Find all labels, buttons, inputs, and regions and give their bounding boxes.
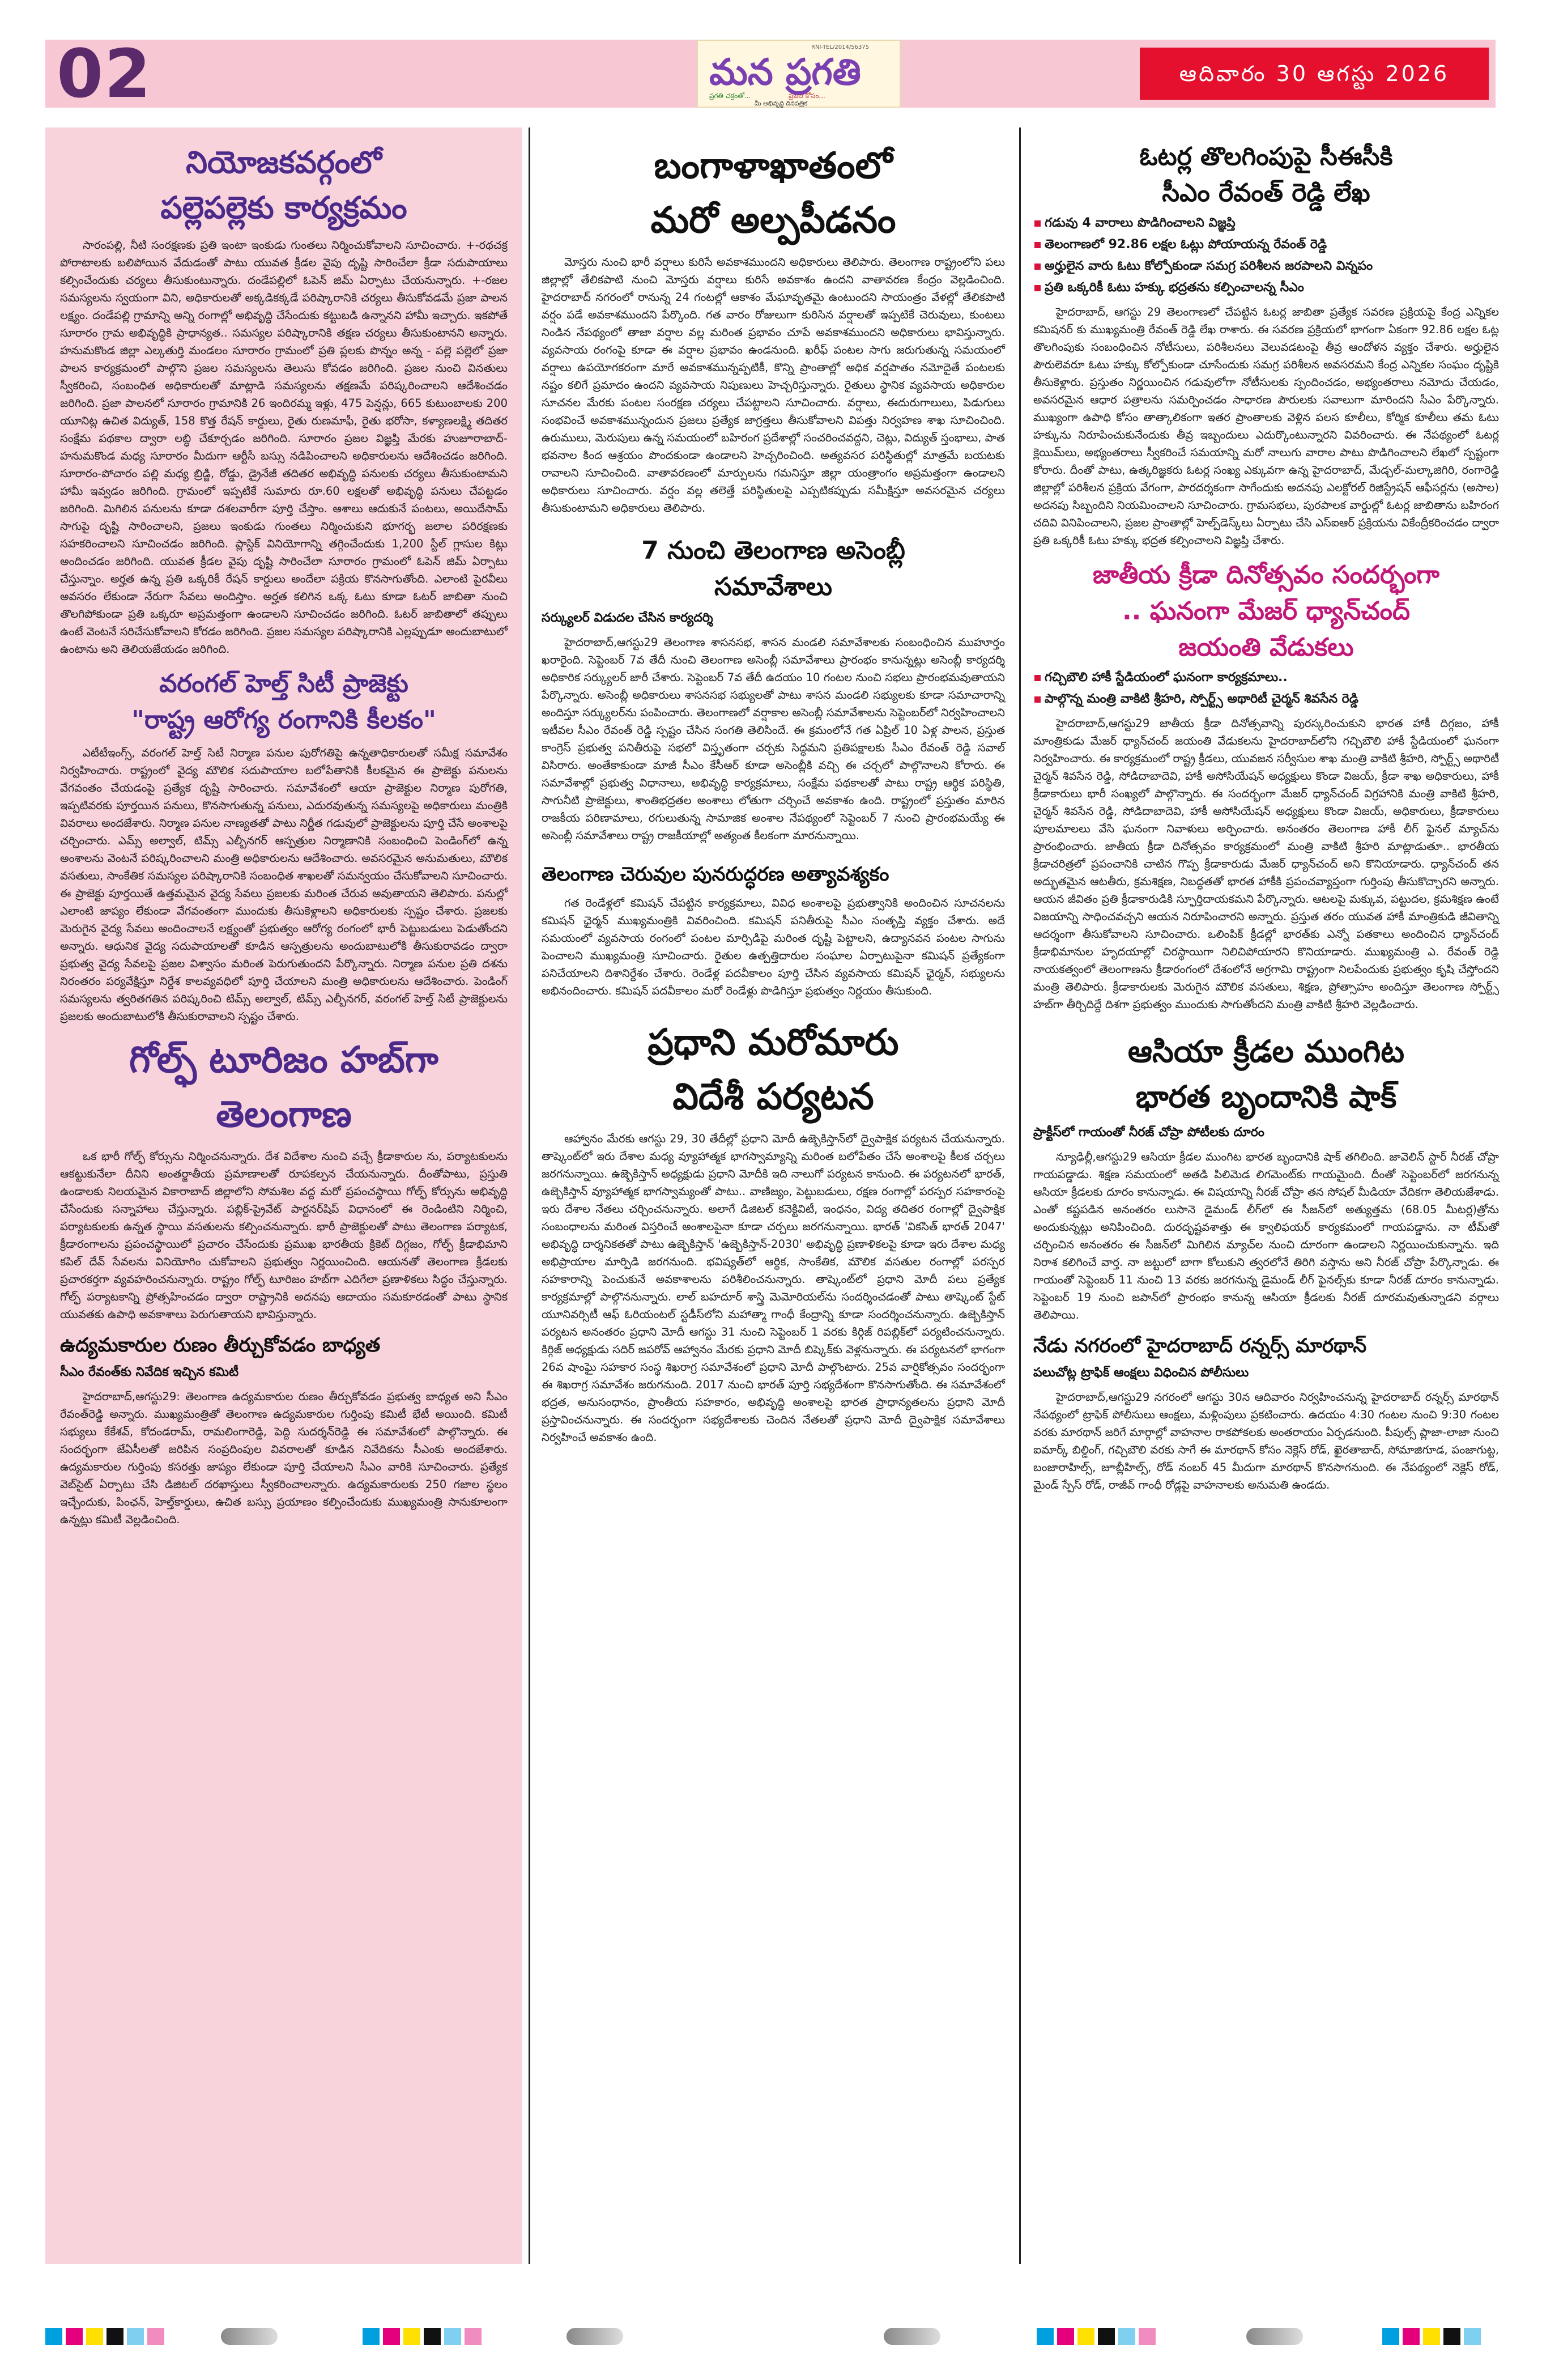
headline: 7 నుంచి తెలంగాణ అసెంబ్లీ — [641, 536, 905, 565]
print-color-bar — [1037, 2328, 1159, 2345]
headline: భారత బృందానికి షాక్ — [1135, 1079, 1397, 1115]
masthead-logo — [697, 40, 901, 108]
headline: బంగాళాఖాతంలో — [654, 145, 893, 187]
print-color-bar — [363, 2328, 485, 2345]
page-number: 02 — [57, 35, 152, 113]
article-body: గత రెండేళ్లలో కమిషన్ చేపట్టిన కార్యక్రమాలు, వివిధ అంశాలపై ప్రభుత్వానికి అందించిన సూచనలను కమిషన్ ఛైర్మన్ ముఖ్యమంత్రికి వివరించింది. కమిషన్ పనితీరుపై సీఎం సంతృప్తి వ్యక్తం చేశారు. అదే సమయంలో వ్యవసాయ రంగంలో పంటల మార్పిడిపై మరింత దృష్టి పెట్టాలని, ఉద్యానవన పంటల సాగును పెంచాలని ముఖ్యమంత్రి సూచించారు. రైతుల ఉత్పత్తిదారుల సంఘాల ఏర్పాటుపైనా కమిషన్ ప్రత్యేకంగా పనిచేయాలని దిశానిర్దేశం చేశారు. రెండేళ్ల పదవీకాలం పూర్తి చేసిన వ్యవసాయ కమిషన్ ఛైర్మన్, సభ్యులను అభినందించారు. కమిషన్ పదవీకాలం మరో రెండేళ్లు పొడిగిస్తూ ప్రభుత్వం నిర్ణయం తీసుకుంది. — [542, 896, 1005, 997]
print-registration-mark — [566, 2328, 623, 2345]
article-body: సారంపల్లి, నీటి సంరక్షణకు ప్రతి ఇంటా ఇంకుడు గుంతలు నిర్మించుకోవాలని సూచించారు. +-రథచక్ర పోరాటాలకు బలిపోయిన వేదుడంతో పాటు యువత క్రీడల వైపు దృష్టి సారించేలా క్రీడా సదుపాయాలు కల్పించేందుకు చర్యలు తీసుకుంటున్నారు. దండేపల్లిలో ఓపెన్ జిమ్ ఏర్పాటు చేయనున్నారు. +-రజల సమస్యలను స్వయంగా విని, అధికారులతో అక్కడికక్కడే పరిష్కారానికి చర్యలు తీసుకోవడమే ప్రజా పాలన లక్ష్యం. దండేపల్లి గ్రామాన్ని అన్ని రంగాల్లో అభివృద్ధి చేసేందుకు కట్టుబడి ఉన్నానని హామీ ఇచ్చారు. ఇకపోతే సూరారం గ్రామ అభివృద్ధికి ప్రాధాన్యత.. సమస్యల పరిష్కారానికి తక్షణ చర్యలు తీసుకుంటానని అన్నారు. హనుమకొండ జిల్లా ఎల్కతుర్తి మండలం సూరారం గ్రామంలో ప్రతి ప్లలకు పొన్నం అన్న - పల్లె పల్లెలో ప్రజా పాలన కార్యక్రమంలో పాల్గొని ప్రజల సమస్యలను తెలుసు కోవడం జరిగింది. ప్రజల నుంచి వినతులు స్వీకరించి, సంబంధిత అధికారులతో మాట్లాడి సమస్యలను తక్షణమే పరిష్కరించాలని ఆదేశించడం జరిగింది. ప్రజా పాలనలో సూరారం గ్రామానికి 26 ఇందిరమ్మ ఇళ్లు, 475 పెన్షన్లు, 665 కుటుంబాలకు 200 యూనిట్ల ఉచిత విద్యుత్, 158 కొత్త రేషన్ కార్డులు, రైతు రుణమాఫీ, రైతు భరోసా, కళ్యాణలక్ష్మి తదితర సంక్షేమ పథకాల ద్వారా లబ్ధి చేకూర్చడం జరిగింది. సూరారం ప్రజల విజ్ఞప్తి మేరకు హుజూరాబాద్-హనుమకొండ మధ్య సూరారం మీదుగా ఆర్టీసీ బస్సు నడిపించాలని అధికారులను ఆదేశించడం జరిగింది. సూరారం-పోచారం పల్లి మధ్య బ్రిడ్జి, రోడ్డు, డ్రైనేజీ తదితర అభివృద్ధి పనులకు చర్యలు తీసుకుంటామని హామీ ఇవ్వడం జరిగింది. గ్రామంలో ఇప్పటికే సుమారు రూ.60 లక్షలతో అభివృద్ధి పనులు చేపట్టడం జరిగింది. మిగిలిన పనులను కూడా దశలవారీగా పూర్తి చేస్తాం. ఆశాలు ఆదుకునే పంటలు, అయిదేసామ్ సాగుపై దృష్టి సారించాలని, ప్రజలు ఇంకుడు గుంతలు నిర్మించుకుని భూగర్భ జలాల పరిరక్షణకు సహకరించాలని సూచించడం జరిగింది. ప్లాస్టిక్ వినియోగాన్ని తగ్గించేందుకు 1,200 స్టీల్ గ్లాసుల కిట్లు అందించడం జరిగింది. యువత క్రీడల వైపు దృష్టి సారించేలా సూరారం గ్రామంలో ఓపెన్ జిమ్ ఏర్పాటు చేస్తున్నాం. అర్హత ఉన్న ప్రతి ఒక్కరికీ రేషన్ కార్డులు అందేలా పక్రియ కొనసాగుతోంది. ఎలాంటి పైరవీలు అవసరం లేకుండా నేరుగా సేవలు అందిస్తాం. అర్హత కలిగిన ఒక్క ఓటు కూడా ఓటర్ జాబితా నుంచి తొలగిపోకుండా ప్రతి ఒక్కరూ అప్రమత్తంగా ఉండాలని సూచించడం జరిగింది. ఓటర్ జాబితాలో తప్పులు ఉంటే వెంటనే సరిచేసుకోవాలని కోరడం జరిగింది. ప్రజల సమస్యల పరిష్కారానికి ఎల్లప్పుడూ అందుబాటులో ఉంటాను అని తెలియజేయడం జరిగింది. — [60, 239, 508, 656]
headline: సమావేశాలు — [714, 572, 833, 601]
article-body: ఎటీటీఇంగ్స్, వరంగల్ హెల్త్ సిటీ నిర్మాణ పనుల పురోగతిపై ఉన్నతాధికారులతో సమీక్ష సమావేశం నిర్వహించారు. రాష్ట్రంలో వైద్య మౌలిక సదుపాయాల బలోపేతానికి కీలకమైన ఈ ప్రాజెక్టు పనులను వేగవంతం చేయడంపై ప్రత్యేక దృష్టి సారించారు. సమావేశంలో ఆయా ప్రాజెక్టుల నిర్మాణ పురోగతి, ఇప్పటివరకు పూర్తయిన పనులు, కొనసాగుతున్న పనులు, ఎదురవుతున్న సమస్యలపై అధికారులు మంత్రికి వివరాలు అందజేశారు. నిర్మాణ పనుల నాణ్యతతో పాటు నిర్ణీత గడువులో ప్రాజెక్టులను పూర్తి చేసే అంశాలపై చర్చించారు. ఎమ్స్ అల్వాల్, టిమ్స్ ఎల్బీనగర్ ఆస్పత్రుల నిర్మాణానికి సంబంధించి పెండింగ్‌లో ఉన్న అంశాలను వెంటనే పరిష్కరించాలని మంత్రి అధికారులను ఆదేశించారు. అవసరమైన అనుమతులు, మౌలిక వసతులు, సాంకేతిక సమస్యల పరిష్కారానికి సంబంధిత శాఖలతో సమన్వయం చేసుకోవాలని సూచించారు. ఈ ప్రాజెక్టు పూర్తయితే ఉత్తమమైన వైద్య సేవలు ప్రజలకు మరింత చేరువ అవుతాయని తెలిపారు. పనుల్లో ఎలాంటి జాప్యం లేకుండా వేగవంతంగా ముందుకు తీసుకెళ్లాలని అధికారులకు స్పష్టం చేశారు. ప్రజలకు మెరుగైన వైద్య సేవలు అందించాలనే లక్ష్యంతో ప్రభుత్వం ఆరోగ్య రంగంలో భారీ పెట్టుబడులు పెడుతోందని అన్నారు. ఆధునిక వైద్య సదుపాయాలతో కూడిన ఆస్పత్రులను అందుబాటులోకి తీసుకురావడం ద్వారా ప్రభుత్వ వైద్య సేవలపై ప్రజల విశ్వాసం మరింత పెరుగుతుందని పేర్కొన్నారు. నిర్మాణ పనుల ప్రతి దశను నిరంతరం పర్యవేక్షిస్తూ నిర్దేశ కాలవ్యవధిలో పూర్తి చేయాలని మంత్రి అధికారులను ఆదేశించారు. పెండింగ్ సమస్యలను త్వరితగతిన పరిష్కరించి టిమ్స్ అల్వాల్, టిమ్స్ ఎల్బీనగర్, వరంగల్ హెల్త్ సిటీ ప్రాజెక్టులను ప్రజలకు అందుబాటులోకి తీసుకురావాలని స్పష్టం చేశారు. — [60, 746, 508, 1023]
print-color-bar — [1382, 2328, 1484, 2345]
bullet-point: అర్హులైన వారు ఓటు కోల్పోకుండా సమగ్ర పరిశీలన జరపాలని విన్నపం — [1033, 257, 1499, 276]
headline: తెలంగాణ — [216, 1094, 352, 1136]
headline: .. ఘనంగా మేజర్ ధ్యాన్‌చంద్ — [1122, 597, 1411, 626]
print-registration-mark — [221, 2328, 278, 2345]
dateline: ఆదివారం 30 ఆగస్టు 2026 — [1140, 48, 1489, 100]
headline: పల్లెపల్లెకు కార్యక్రమం — [160, 190, 407, 226]
article-body: హైదరాబాద్,ఆగస్టు29 తెలంగాణ శాసనసభ, శాసన మండలి సమావేశాలకు సంబంధించిన ముహూర్తం ఖరారైంది. సెప్టెంబర్ 7వ తేదీ నుంచి తెలంగాణ అసెంబ్లీ సమావేశాలు ప్రారంభం కానున్నట్లు అసెంబ్లీ కార్యదర్శి అధికారిక సర్క్యులర్ జారీ చేశారు. సెప్టెంబర్ 7వ తేదీ ఉదయం 10 గంటల నుంచి సభలు ప్రారంభమవుతాయని పేర్కొన్నారు. అసెంబ్లీ అధికారులు శాసనసభ సభ్యులతో పాటు శాసన మండలి సభ్యులకు కూడా సమాచారాన్ని అందిస్తూ సర్క్యులర్‌ను పంపించారు. తెలంగాణలో వర్షాకాల అసెంబ్లీ సమావేశాలను సెప్టెంబర్‌లో నిర్వహించాలని ఇటీవల సీఎం రేవంత్ రెడ్డి స్పష్టం చేసిన సంగతి తెలిసిందే. ఈ క్రమంలోనే గత ఏప్రిల్ 10 ఏళ్ల పాలన, ప్రస్తుత కాంగ్రెస్ ప్రభుత్వ పనితీరుపై సభలో విస్తృతంగా చర్చకు సిద్ధమని ప్రతిపక్షాలకు సీఎం రేవంత్ రెడ్డి సవాల్ విసిరారు. అంతేకాకుండా మాజీ సీఎం కేసీఆర్ కూడా అసెంబ్లీకి వచ్చి ఈ చర్చలో పాల్గొనాలని కోరారు. ఈ సమావేశాల్లో ప్రభుత్వ విధానాలు, అభివృద్ధి కార్యక్రమాలు, సంక్షేమ పథకాలతో పాటు రాష్ట్ర ఆర్థిక పరిస్థితి, సాగునీటి ప్రాజెక్టులు, శాంతిభద్రతల అంశాలు లోతుగా చర్చించే అవకాశం ఉంది. రాష్ట్రంలో ప్రస్తుతం మారిన రాజకీయ పరిణామాలు, రగులుతున్న సామాజిక అంశాల నేపథ్యంలో సెప్టెంబర్ 7 నుంచి ప్రారంభమయ్యే ఈ అసెంబ్లీ సమావేశాలు రాష్ట్ర రాజకీయాల్లో అత్యంత కీలకంగా మారనున్నాయి. — [542, 636, 1005, 842]
headline: జయంతి వేడుకలు — [1178, 633, 1354, 662]
article-body: హైదరాబాద్, ఆగస్టు 29 తెలంగాణలో చేపట్టిన ఓటర్ల జాబితా ప్రత్యేక సవరణ ప్రక్రియపై కేంద్ర ఎన్నికల కమిషనర్ కు ముఖ్యమంత్రి రేవంత్ రెడ్డి లేఖ రాశారు. ఈ సవరణ ప్రక్రియలో భాగంగా ఏకంగా 92.86 లక్షల ఓట్ల తొలగింపుకు సంబంధించిన నోటీసులు, పరిశీలనలు వెలువడటంపై తీవ్ర ఆందోళన వ్యక్తం చేశారు. అర్హులైన పౌరులెవరూ ఓటు హక్కు కోల్పోకుండా చూసేందుకు సమగ్ర పరిశీలన అవసరమని కేంద్ర ఎన్నికల సంఘం దృష్టికి తీసుకెళ్లారు. ప్రస్తుతం నిర్ణయించిన గడువులోగా నోటీసులకు స్పందించడం, అభ్యంతరాలు నమోదు చేయడం, అవసరమైన ఆధార పత్రాలను సమర్పించడం సాధారణ పౌరులకు సవాలుగా మారిందని సీఎం పేర్కొన్నారు. ముఖ్యంగా ఉపాధి కోసం తాత్కాలికంగా ఇతర ప్రాంతాలకు వెళ్లిన పలస కూలీలు, కోర్మిక కూలీలు తమ ఓటు హక్కును నిరూపించుకునేందుకు తీవ్ర ఇబ్బందులు ఎదుర్కొంటున్నారని వివరించారు. ఈ నేపథ్యంలో ఓటర్ల క్లెయిమ్‌లు, అభ్యంతరాలు స్వీకరించే సమయాన్ని మరో నాలుగు వారాల పాటు పొడిగించాలని లేఖలో స్పష్టంగా కోరారు. దీంతో పాటు, ఉత్కరిజ్ఞకరు ఓటర్ల సంఖ్య ఎక్కువగా ఉన్న హైదరాబాద్, మేడ్చల్-మల్కాజిగిరి, రంగారెడ్డి జిల్లాల్లో పరిశీలన ప్రక్రియ వేగంగా, పారదర్శకంగా సాగేందుకు అదనపు ఎలక్టోరల్ రిజిస్ట్రేషన్ ఆఫీసర్లను (అసాల) అదనపు సిబ్బందిని నియమించాలని సూచించారు. గ్రామసభలు, పురపాలక వార్డుల్లో ఓటర్ల జాబితాను బహిరంగ చదివి వినిపించాలని, ప్రజల ప్రాంతాల్లో హెల్ప్‌డెస్క్‌లు ఏర్పాటు చేసి ఎస్ఐఆర్ ప్రక్రియను వికేంద్రీకరించడం ద్వారా ప్రతి ఒక్కరికీ ఓటు హక్కు భద్రత కల్పించాలని విజ్ఞప్తి చేశారు. — [1033, 305, 1499, 547]
masthead-subline: మీ అభివృద్ధి దినపత్రిక — [755, 100, 808, 107]
masthead-tagline-right: ప్రజల కోసం... — [789, 92, 825, 100]
page-header — [45, 35, 1496, 113]
masthead-registration: RNI-TEL/2014/56375 — [811, 44, 870, 50]
article-body: న్యూఢిల్లీ,ఆగస్టు29 ఆసియా క్రీడల ముంగిట భారత బృందానికి షాక్ తగిలింది. జావెలిన్ స్టార్ నీరజ్ చోప్రా గాయపడ్డాడు. శిక్షణ సమయంలో అతడి పిలిమెడ లిగమెంట్‌కు గాయమైంది. దీంతో సెప్టెంబర్‌లో జరగనున్న ఆసియా క్రీడలకు దూరం కానున్నాడు. ఈ విషయాన్ని నీరజ్ చోప్రా తన సోషల్ మీడియా వేదికగా తెలియజేశాడు. ఎంతో కష్టపడిన అనంతరం లుసానె డైమండ్ లీగ్‌లో ఈ సీజన్‌లో అత్యుత్తమ (68.05 మీటర్ల)త్రోను అందుకున్నట్లు అనిపించింది. దురదృష్టవశాత్తు ఈ క్వాలిఫయర్ కార్యకమంలో గాయపడ్డాను. నా టీమ్‌తో చర్చించిన అనంతరం ఈ సీజన్‌లో మిగిలిన మ్యాచ్‌ల నుంచి దూరంగా ఉండాలని నిర్ణయించుకున్నాను. ఇది నిరాశ కలిగించే వార్త. నా జట్టులో బాగా కోలుకుని త్వరలోనే తిరిగి వస్తాను అని నీరజ్ చోప్రా పేర్కొన్నాడు. ఈ గాయంతో సెప్టెంబర్ 11 నుంచి 13 వరకు జరగనున్న డైమండ్ లీగ్ ఫైనల్స్‌కు కూడా నీరజ్ దూరం కానున్నాడు. సెప్టెంబర్ 19 నుంచి జపాన్‌లో ప్రారంభం కానున్న ఆసియా క్రీడలకు నీరజ్ దూరమవుతున్నాడని వర్గాలు తెలిపాయి. — [1033, 1150, 1499, 1321]
headline: జాతీయ క్రీడా దినోత్సవం సందర్భంగా — [1092, 560, 1440, 589]
byline: సీఎం రేవంత్‌కు నివేదిక ఇచ్చిన కమిటీ — [60, 1365, 239, 1379]
headline: ప్రధాని మరోమారు — [648, 1022, 899, 1064]
article-body: హైదరాబాద్,ఆగస్టు29: తెలంగాణ ఉద్యమకారుల రుణం తీర్చుకోవడం ప్రభుత్వ బాధ్యత అని సీఎం రేవంత్‌రెడ్డి అన్నారు. ముఖ్యమంత్రితో తెలంగాణ ఉద్యమకారుల గుర్తింపు కమిటీ భేటీ అయింది. కమిటీ సభ్యులు కేకేశవ్, కోదండరామ్, రామలింగారెడ్డి, పెద్ది సుదర్శన్‌రెడ్డి ఈ సమావేశంలో పాల్గొన్నారు. ఈ సందర్భంగా జేఏసీలతో జరిపిన సంప్రదింపుల వివరాలతో కూడిన నివేదికను సీఎంకు అందజేశారు. ఉద్యమకారుల గుర్తింపు కసరత్తు జాప్యం లేకుండా పూర్తి చేయాలని సీఎం వారికి సూచించారు. ప్రత్యేక వెబ్‌సైట్ ఏర్పాటు చేసి డిజిటల్ దరఖాస్తులు స్వీకరించాలన్నారు. ఉద్యమకారులకు 250 గజాల స్థలం ఇచ్చేందుకు, పింఛన్, హెల్త్‌కార్డులు, ఉచిత బస్సు ప్రయాణం కల్పించేందుకు ముఖ్యమంత్రి సానుకూలంగా ఉన్నట్లు కమిటీ వెల్లడించింది. — [60, 1390, 508, 1526]
byline: సర్క్యులర్ విడుదల చేసిన కార్యదర్శి — [542, 611, 713, 625]
column-divider — [529, 128, 530, 2264]
bullet-point: గచ్చిబౌలి హాకీ స్టేడియంలో ఘనంగా కార్యక్రమాలు.. — [1033, 668, 1499, 687]
headline: నియోజకవర్గంలో — [186, 144, 382, 180]
print-registration-mark — [884, 2328, 940, 2345]
print-color-bar — [45, 2328, 168, 2345]
headline: ఓటర్ల తొలగింపుపై సీఈసీకి — [1139, 142, 1393, 171]
article-body: హైదరాబాద్,ఆగస్టు29 నగరంలో ఆగస్టు 30న ఆదివారం నిర్వహించనున్న హైదరాబాద్ రన్నర్స్ మారథాన్ నేపథ్యంలో ట్రాఫిక్ పోలీసులు ఆంక్షలు, మళ్లింపులు ప్రకటించారు. ఉదయం 4:30 గంటల నుంచి 9:30 గంటల వరకు మారథాన్ జరిగే మార్గాల్లో వాహనాల రాకపోకలకు అంతరాయం ఏర్పడనుంది. పీపుల్స్ ప్లాజా-లాజా నుంచి ఐమార్క్ బిల్డింగ్, గచ్చిబౌలి వరకు సాగే ఈ మారథాన్ కోసం నెక్లెస్ రోడ్, ఖైరతాబాద్, సోమాజిగూడ, పంజాగుట్ట, బంజారాహిల్స్, జూబ్లీహిల్స్, రోడ్ నంబర్ 45 మీదుగా మారథాన్ కొనసాగనుంది. ఈ నేపథ్యంలో నెక్లెస్ రోడ్, మైండ్ స్పేస్ రోడ్, రాజీవ్ గాంధీ రోడ్లపై వాహనాలకు అనుమతి ఉండదు. — [1033, 1391, 1499, 1491]
headline: మరో అల్పపీడనం — [650, 199, 896, 241]
headline: తెలంగాణ చెరువుల పునరుద్ధరణ అత్యావశ్యకం — [542, 863, 889, 886]
bullet-point: ప్రతి ఒక్కరికీ ఓటు హక్కు భద్రతను కల్పించాలన్న సీఎం — [1033, 278, 1499, 298]
headline: గోల్ఫ్ టూరిజం హబ్‌గా — [129, 1039, 438, 1081]
headline: ఆసియా క్రీడల ముంగిట — [1127, 1034, 1405, 1069]
headline: వరంగల్ హెల్త్ సిటీ ప్రాజెక్టు — [159, 669, 408, 698]
column-divider — [1019, 128, 1021, 2264]
middle-column — [535, 128, 1012, 2264]
right-column — [1026, 128, 1506, 2264]
article-body: హైదరాబాద్,ఆగస్టు29 జాతీయ క్రీడా దినోత్సవాన్ని పురస్కరించుకుని భారత హాకీ దిగ్గజం, హాకీ మాంత్రికుడు మేజర్ ధ్యాన్‌చంద్ జయంతి వేడుకలను హైదరాబాద్‌లోని గచ్చిబౌలి హాకీ స్టేడియంలో ఘనంగా నిర్వహించారు. ఈ కార్యక్రమంలో రాష్ట్ర క్రీడలు, యువజన సర్వీసుల శాఖ మంత్రి వాకిటి శ్రీహరి, స్పోర్ట్స్ అథారిటీ చైర్మన్ శివసేన రెడ్డి, సోడిదాబాదెవి, హాకీ అసోసియేషన్ అధ్యక్షులు కొండా విజయ్, క్రీడా శాఖ అధికారులు, హాకీ క్రీడాకారులు భారీ సంఖ్యలో పాల్గొన్నారు. ఈ సందర్భంగా మేజర్ ధ్యాన్‌చంద్ విగ్రహానికి మంత్రి వాకిటి శ్రీహరి, చైర్మన్ శివసేన రెడ్డి, సోడిదాబాదెవి, హాకీ అసోసియేషన్ అధ్యక్షులు కొండా విజయ్, అధికారులు, క్రీడాకారులు పూలమాలలు వేసి ఘనంగా నివాళులు అర్పించారు. అనంతరం తెలంగాణ హాకీ లీగ్ ఫైనల్ మ్యాచ్‌ను ప్రారంభించారు. జాతీయ క్రీడా దినోత్సవం కార్యక్రమంలో మంత్రి వాకిటి శ్రీహరి మాట్లాడుతూ.. భారతీయ క్రీడాచరిత్రలో ప్రపంచానికి చాటిన గొప్ప క్రీడాకారుడు మేజర్ ధ్యాన్‌చంద్ అని కొనియాడారు. ధ్యాన్‌చంద్ తన అద్భుతమైన ఆటతీరు, క్రమశిక్షణ, నిబద్ధతతో భారత హాకీకి ప్రపంచవ్యాప్తంగా గుర్తింపు తీసుకొచ్చారని అన్నారు. ఆయన జీవితం ప్రతి క్రీడాకారుడికి స్ఫూర్తిదాయకమని పేర్కొన్నారు. ఆటలపై మక్కువ, పట్టుదల, క్రమశిక్షణ ఉంటే విజయాన్ని సాధించవచ్చని ఆయన నిరూపించారని అన్నారు. ప్రస్తుత తరం యువత హాకీ మాంత్రికుడి జీవితాన్ని ఆదర్శంగా తీసుకోవాలని సూచించారు. ఒలింపిక్ క్రీడల్లో భారత్‌కు ఎన్నో పతకాలు అందించిన ధ్యాన్‌చంద్ క్రీడాభిమానుల హృదయాల్లో చిరస్థాయిగా నిలిచిపోయారని కొనియాడారు. ముఖ్యమంత్రి ఎ. రేవంత్ రెడ్డి నాయకత్వంలో తెలంగాణను క్రీడారంగంలో దేశంలోనే అగ్రగామి రాష్ట్రంగా నిలపేందుకు ప్రభుత్వం కృషి చేస్తోందని మంత్రి తెలిపారు. క్రీడాకారులకు మెరుగైన మౌలిక వసతులు, శిక్షణ, ప్రోత్సాహం అందిస్తూ తెలంగాణ స్పోర్ట్స్ హబ్‌గా తీర్చిదిద్దే దిశగా ప్రభుత్వం ముందుకు సాగుతోందని మంత్రి వాకిటి శ్రీహరి వెల్లడించారు. — [1033, 717, 1499, 1011]
bullet-point: గడువు 4 వారాలు పొడిగించాలని విజ్ఞప్తి — [1033, 214, 1499, 233]
headline: నేడు నగరంలో హైదరాబాద్ రన్నర్స్ మారథాన్ — [1033, 1334, 1367, 1357]
headline: విదేశీ పర్యటన — [672, 1076, 874, 1118]
bullet-point: పాల్గొన్న మంత్రి వాకిటి శ్రీహరి, స్పోర్ట్స్ అథారిటీ చైర్మన్ శివసేన రెడ్డి — [1033, 690, 1499, 709]
masthead-title: మన ప్రగతి — [709, 51, 861, 94]
bullet-point: తెలంగాణలో 92.86 లక్షల ఓట్లు పోయాయన్న రేవంత్ రెడ్డి — [1033, 235, 1499, 254]
left-column — [45, 128, 522, 2264]
article-body: మోస్తరు నుంచి భారీ వర్షాలు కురిసే అవకాశముందని అధికారులు తెలిపారు. తెలంగాణ రాష్ట్రంలోని పలు జిల్లాల్లో తేలికపాటి నుంచి మోస్తరు వర్షాలు కురిసే అవకాశం ఉందని వాతావరణ కేంద్రం వెల్లడించింది. హైదరాబాద్ నగరంలో రానున్న 24 గంటల్లో ఆకాశం మేఘావృతమై ఉంటుందని సాయంత్రం వేళల్లో తేలికపాటి వర్షం పడే అవకాశముందని పేర్కొంది. గత వారం రోజులుగా కురిసిన వర్షాలతో ఇప్పటికే చెరువులు, కుంటలు నిండిన నేపథ్యంలో తాజా వర్షాల వల్ల మరింత ప్రభావం చూపే అవకాశముందని అధికారులు భావిస్తున్నారు. వ్యవసాయ రంగంపై కూడా ఈ వర్షాల ప్రభావం ఉండనుంది. ఖరీఫ్ పంటల సాగు జరుగుతున్న సమయంలో వర్షాలు ఉపయోగకరంగా మారే అవకాశమున్నప్పటికీ, కొన్ని ప్రాంతాల్లో అధిక వర్షపాతం నమోదైతే పంటలకు నష్టం కలిగే ప్రమాదం ఉందని వ్యవసాయ నిపుణులు హెచ్చరిస్తున్నారు. రైతులు స్థానిక వ్యవసాయ అధికారుల సూచనల మేరకు పంటల సంరక్షణ చర్యలు చేపట్టాలని సూచించారు. వర్షాలు, ఈదురుగాలులు, పిడుగులు సంభవించే అవకాశమున్నందున ప్రజలు ప్రత్యేక జాగ్రత్తలు తీసుకోవాలని విపత్తు నిర్వహణ శాఖ సూచించింది. ఉరుములు, మెరుపులు ఉన్న సమయంలో బహిరంగ ప్రదేశాల్లో సంచరించవద్దని, చెట్లు, విద్యుత్ స్తంభాలు, పాత భవనాల కింద ఆశ్రయం పొందకుండా ఉండాలని హెచ్చరించింది. అత్యవసర పరిస్థితుల్లో మాత్రమే బయటకు రావాలని సూచించింది. వాతావరణంలో మార్పులను గమనిస్తూ జిల్లా యంత్రాంగం అప్రమత్తంగా ఉండాలని అధికారులు సూచించారు. వర్షం వల్ల తలెత్తే పరిస్థితులపై ఎప్పటికప్పుడు సమీక్షిస్తూ అవసరమైన చర్యలు తీసుకుంటామని అధికారులు తెలిపారు. — [542, 256, 1005, 515]
headline: సీఎం రేవంత్ రెడ్డి లేఖ — [1162, 178, 1370, 207]
headline: "రాష్ట్ర ఆరోగ్య రంగానికి కీలకం" — [131, 706, 436, 734]
print-registration-mark — [1246, 2328, 1303, 2345]
headline: ఉద్యమకారుల రుణం తీర్చుకోవడం బాధ్యత — [60, 1334, 381, 1357]
byline: పలుచోట్ల ట్రాఫిక్ ఆంక్షలు విధించిన పోలీసులు — [1033, 1366, 1249, 1380]
article-body: ఒక భారీ గోల్ఫ్ కోర్సును నిర్మించనున్నారు. దేశ విదేశాల నుంచి వచ్చే క్రీడాకారుల ను, పర్యాటకులను ఆకట్టుకునేలా దీనిని అంతర్జాతీయ ప్రమాణాలతో రూపకల్పన చేయనున్నారు. దీంతోపాటు, ప్రస్తుతి ఉండాలకు నిలయమైన వికారాబాద్ జిల్లాలోని సోమశిల వద్ద మరో ప్రపంచస్థాయి గోల్ఫ్ కోర్సును అభివృద్ధి చేసేందుకు సన్నాహాలు చేస్తున్నారు. పబ్లిక్-ప్రైవేట్ పార్టనర్‌షిప్ విధానంలో ఈ రెండింటిని నిర్మించి, పర్యాటకులకు ఉన్నత స్థాయి వసతులను కల్పించనున్నారు. భారీ ప్రాజెక్టులతో పాటు తెలంగాణ పర్యాటక, క్రీడారంగాలను ప్రపంచస్థాయిలో ప్రచారం చేసేందుకు ప్రముఖ భారతీయ క్రికెట్ దిగ్గజం, గోల్ఫ్ క్రీడాభిమాని కపిల్ దేవ్ సేవలను వినియోగిం చుకోవాలని ప్రభుత్వం నిర్ణయించింది. ఆయనతో తెలంగాణ క్రీడలకు ప్రచారకర్తగా వ్యవహరించనున్నారు. రాష్ట్రం గోల్ఫ్ టూరిజం హబ్‌గా ఎదిగేలా ప్రణాళికలు సిద్ధం చేస్తున్నారు. గోల్ఫ్ పర్యాటకాన్ని ప్రోత్సహించడం ద్వారా రాష్ట్రానికి అదనపు ఆదాయం సమకూరడంతో పాటు స్థానిక యువతకు ఉపాధి అవకాశాలు పెరుగుతాయని భావిస్తున్నారు. — [60, 1150, 508, 1321]
article-body: ఆహ్వానం మేరకు ఆగస్టు 29, 30 తేదీల్లో ప్రధాని మోదీ ఉజ్బెకిస్తాన్‌లో ద్వైపాక్షిక పర్యటన చేయనున్నారు. తాష్కెంట్‌లో ఇరు దేశాల మధ్య వ్యూహాత్మక భాగస్వామ్యాన్ని మరింత బలోపేతం చేసే అంశాలపై కీలక చర్చలు జరగనున్నాయి. ఉజ్బెకిస్తాన్ అధ్యక్షుడు ప్రధాని మోదీకి ఇది నాలుగో పర్యటన కానుంది. ఈ పర్యటనలో భారత్, ఉజ్బెకిస్తాన్ వ్యూహాత్మక భాగస్వామ్యంతో పాటు.. వాణిజ్యం, పెట్టుబడులు, రక్షణ రంగాల్లో పరస్పర సహకారంపై ఇరు దేశాల నేతలు చర్చించనున్నారు. అలాగే డిజిటల్ కనెక్టివిటీ, ఇంధనం, విద్య తదితర రంగాల్లో ద్వైపాక్షిక సంబంధాలను మరింత విస్తరించే అంశాలపైనా కూడా చర్చలు జరగనున్నాయి. భారత్ 'వికసిత్ భారత్ 2047' అభివృద్ధి దార్శనికతతో పాటు ఉజ్బెకిస్తాన్ 'ఉజ్బెకిస్తాన్-2030' అభివృద్ధి ప్రణాళికలపై కూడా ఇరు దేశాల మధ్య అభిప్రాయాల మార్పిడి జరగనుంది. భవిష్యత్‌లో ఆర్థిక, సాంకేతిక, మౌలిక వసతుల రంగాల్లో పరస్పర సహకారాన్ని పెంచుకునే అవకాశాలను పరిశీలించనున్నారు. తాష్కెంట్‌లో ప్రధాని మోదీ పలు ప్రత్యేక కార్యక్రమాల్లో పాల్గొననున్నారు. లాల్ బహదూర్ శాస్త్రి మెమోరియల్‌ను సందర్శించడంతో పాటు తాష్కెంట్ స్టేట్ యూనివర్సిటీ ఆఫ్ ఓరియంటల్ స్టడీస్‌లోని మహాత్మా గాంధీ కేంద్రాన్ని కూడా సందర్శించనున్నారు. ఉజ్బెకిస్తాన్ పర్యటన అనంతరం ప్రధాని మోదీ ఆగస్టు 31 నుంచి సెప్టెంబర్ 1 వరకు కిర్గిజ్ రిపబ్లిక్‌లో పర్యటించనున్నారు. కిర్గిజ్ అధ్యక్షుడు సదిర్ జపరోవ్ ఆహ్వానం మేరకు ప్రధాని మోదీ బిష్కెక్‌కు వెళ్లనున్నారు. ఈ పర్యటనలో భాగంగా 26వ షాంఘై సహకార సంస్థ శిఖరాగ్ర సమావేశంలో ప్రధాని మోదీ పాల్గొంటారు. 25వ వార్షికోత్సవం సందర్భంగా ఈ శిఖరాగ్ర సమావేశం జరుగనుంది. 2017 నుంచి భారత్ పూర్తి సభ్యదేశంగా కొనసాగుతోంది. ఈ సమావేశంలో భద్రత, అనుసంధానం, ప్రాంతీయ సహకారం, అభివృద్ధి అంశాలపై భారత ప్రాధాన్యతలను ప్రధాని మోదీ ప్రస్తావించనున్నారు. ఈ సందర్భంగా సభ్యదేశాలకు చెందిన నేతలతో ప్రధాని మోదీ ద్వైపాక్షిక సమావేశాలు నిర్వహించే అవకాశం ఉంది. — [542, 1132, 1005, 1444]
masthead-tagline-left: ప్రగతి చక్రంతో... — [709, 92, 751, 100]
byline: ప్రాక్టీస్‌లో గాయంతో నీరజ్ చోప్రా పోటీలకు దూరం — [1033, 1125, 1264, 1140]
